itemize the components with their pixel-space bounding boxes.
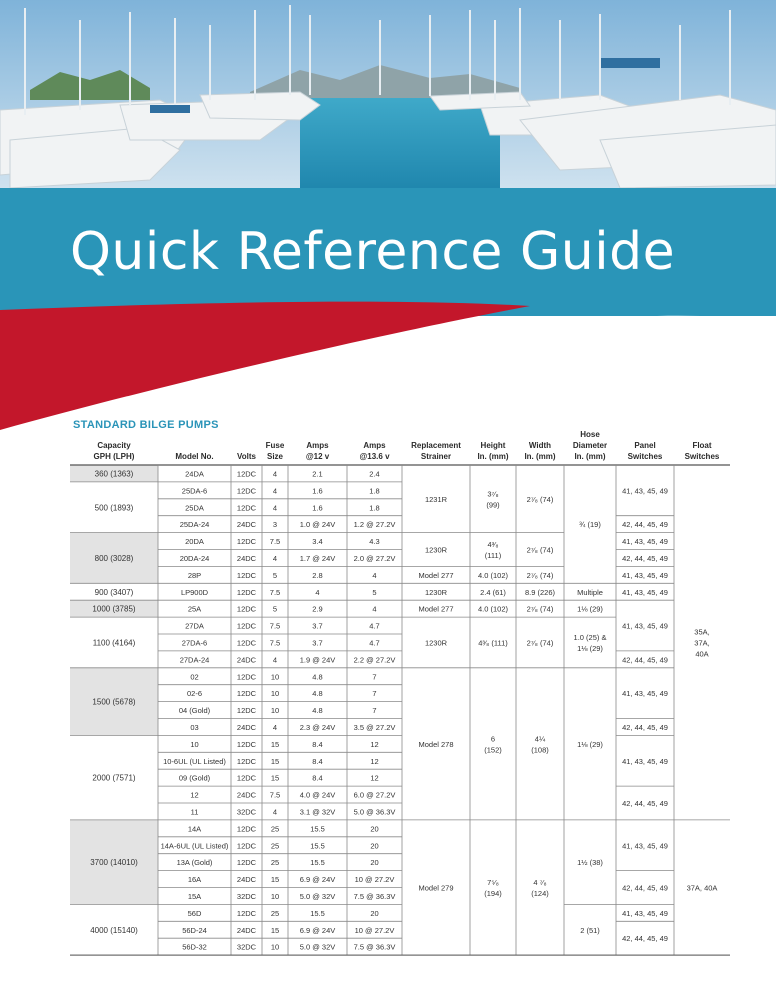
column-header: @13.6 v bbox=[359, 452, 390, 461]
column-header: Height bbox=[480, 441, 506, 450]
model-cell: 56D bbox=[187, 908, 202, 918]
volts-cell: 12DC bbox=[236, 908, 257, 918]
fuse-cell: 15 bbox=[270, 773, 280, 783]
fuse-cell: 7.5 bbox=[269, 587, 281, 597]
fuse-cell: 7.5 bbox=[269, 537, 281, 547]
capacity-label: 3700 (14010) bbox=[90, 858, 138, 868]
amps-13v-cell: 20 bbox=[370, 824, 379, 834]
volts-cell: 24DC bbox=[236, 875, 257, 885]
model-cell: 04 (Gold) bbox=[178, 706, 211, 716]
amps-12v-cell: 1.0 @ 24V bbox=[299, 520, 336, 530]
hose-cell: 2 (51) bbox=[580, 925, 600, 935]
volts-cell: 12DC bbox=[236, 824, 257, 834]
amps-12v-cell: 15.5 bbox=[310, 824, 325, 834]
volts-cell: 12DC bbox=[236, 503, 257, 513]
column-header: Float bbox=[692, 441, 712, 450]
strainer-cell: Model 277 bbox=[418, 570, 454, 580]
width-cell: 2⁷⁄₈ (74) bbox=[526, 570, 554, 580]
volts-cell: 24DC bbox=[236, 790, 257, 800]
float-switch-cell: 37A, bbox=[694, 638, 710, 648]
amps-13v-cell: 4.7 bbox=[369, 638, 380, 648]
model-cell: 27DA-6 bbox=[181, 638, 208, 648]
column-header: GPH (LPH) bbox=[93, 452, 135, 461]
volts-cell: 12DC bbox=[236, 638, 257, 648]
model-cell: 25DA bbox=[185, 503, 204, 513]
volts-cell: 12DC bbox=[236, 537, 257, 547]
amps-13v-cell: 7 bbox=[372, 689, 377, 699]
amps-13v-cell: 4 bbox=[372, 604, 377, 614]
amps-13v-cell: 2.2 @ 27.2V bbox=[353, 655, 396, 665]
column-header: Amps bbox=[363, 441, 386, 450]
fuse-cell: 10 bbox=[270, 706, 280, 716]
column-header: Width bbox=[528, 441, 552, 450]
amps-12v-cell: 4.0 @ 24V bbox=[299, 790, 336, 800]
model-cell: LP900D bbox=[180, 587, 209, 597]
model-cell: 12 bbox=[190, 790, 199, 800]
amps-12v-cell: 5.0 @ 32V bbox=[299, 942, 336, 952]
height-cell: 7⁵⁄₈ bbox=[487, 878, 499, 887]
fuse-cell: 5 bbox=[272, 604, 278, 614]
model-cell: 27DA-24 bbox=[179, 655, 210, 665]
hose-cell: ¾ (19) bbox=[579, 520, 601, 530]
column-header: Size bbox=[266, 452, 284, 461]
panel-switch-cell: 41, 43, 45, 49 bbox=[622, 570, 668, 580]
amps-12v-cell: 15.5 bbox=[310, 858, 325, 868]
amps-13v-cell: 20 bbox=[370, 858, 379, 868]
amps-13v-cell: 6.0 @ 27.2V bbox=[353, 790, 396, 800]
panel-switch-cell: 42, 44, 45, 49 bbox=[622, 553, 668, 563]
volts-cell: 12DC bbox=[236, 841, 257, 851]
volts-cell: 32DC bbox=[236, 891, 257, 901]
amps-12v-cell: 3.7 bbox=[312, 638, 323, 648]
strainer-cell: Model 278 bbox=[418, 739, 454, 749]
amps-13v-cell: 2.0 @ 27.2V bbox=[353, 553, 396, 563]
bilge-pump-table bbox=[70, 426, 730, 960]
amps-12v-cell: 3.1 @ 32V bbox=[299, 807, 336, 817]
volts-cell: 12DC bbox=[236, 621, 257, 631]
model-cell: 20DA bbox=[185, 537, 204, 547]
model-cell: 27DA bbox=[185, 621, 204, 631]
height-cell: (111) bbox=[484, 551, 502, 560]
column-header: Capacity bbox=[97, 441, 131, 450]
column-header: Panel bbox=[634, 441, 656, 450]
amps-12v-cell: 1.7 @ 24V bbox=[299, 553, 336, 563]
fuse-cell: 15 bbox=[270, 739, 280, 749]
amps-13v-cell: 2.4 bbox=[369, 469, 380, 479]
volts-cell: 12DC bbox=[236, 672, 257, 682]
model-cell: 14A-6UL (UL Listed) bbox=[160, 841, 229, 851]
fuse-cell: 10 bbox=[270, 672, 280, 682]
amps-12v-cell: 8.4 bbox=[312, 773, 323, 783]
hose-cell: 1⅛ (29) bbox=[577, 604, 603, 614]
model-cell: 02 bbox=[190, 672, 199, 682]
height-cell: 4.0 (102) bbox=[477, 570, 509, 580]
width-cell: 8.9 (226) bbox=[524, 587, 556, 597]
panel-switch-cell: 41, 43, 45, 49 bbox=[622, 841, 668, 851]
amps-12v-cell: 3.4 bbox=[312, 537, 323, 547]
amps-13v-cell: 20 bbox=[370, 841, 379, 851]
volts-cell: 24DC bbox=[236, 553, 257, 563]
amps-12v-cell: 2.9 bbox=[312, 604, 323, 614]
volts-cell: 24DC bbox=[236, 520, 257, 530]
amps-13v-cell: 4 bbox=[372, 570, 377, 580]
amps-13v-cell: 7.5 @ 36.3V bbox=[353, 942, 396, 952]
amps-12v-cell: 8.4 bbox=[312, 739, 323, 749]
fuse-cell: 4 bbox=[272, 807, 278, 817]
model-cell: 10 bbox=[190, 739, 199, 749]
panel-switch-cell: 41, 43, 45, 49 bbox=[622, 908, 668, 918]
fuse-cell: 4 bbox=[272, 655, 278, 665]
volts-cell: 24DC bbox=[236, 655, 257, 665]
hose-cell: 1⅛ (29) bbox=[577, 643, 603, 653]
amps-13v-cell: 10 @ 27.2V bbox=[354, 925, 395, 935]
column-header: In. (mm) bbox=[524, 452, 556, 461]
fuse-cell: 7.5 bbox=[269, 790, 281, 800]
amps-12v-cell: 1.6 bbox=[312, 503, 323, 513]
amps-12v-cell: 2.3 @ 24V bbox=[299, 722, 336, 732]
title-band bbox=[0, 180, 776, 440]
fuse-cell: 15 bbox=[270, 756, 280, 766]
amps-13v-cell: 5.0 @ 36.3V bbox=[353, 807, 396, 817]
amps-13v-cell: 1.8 bbox=[369, 486, 380, 496]
panel-switch-cell: 41, 43, 45, 49 bbox=[622, 621, 668, 631]
fuse-cell: 4 bbox=[272, 722, 278, 732]
strainer-cell: 1230R bbox=[424, 545, 448, 555]
width-cell: (108) bbox=[531, 745, 549, 755]
fuse-cell: 15 bbox=[270, 925, 280, 935]
width-cell: (124) bbox=[531, 889, 549, 898]
fuse-cell: 25 bbox=[270, 858, 280, 868]
amps-13v-cell: 3.5 @ 27.2V bbox=[353, 722, 396, 732]
capacity-label: 900 (3407) bbox=[94, 587, 134, 597]
amps-12v-cell: 6.9 @ 24V bbox=[299, 925, 336, 935]
fuse-cell: 10 bbox=[270, 891, 280, 901]
height-cell: 4³⁄₈ bbox=[487, 540, 499, 549]
amps-13v-cell: 1.2 @ 27.2V bbox=[353, 520, 396, 530]
amps-13v-cell: 7 bbox=[372, 706, 377, 716]
volts-cell: 12DC bbox=[236, 689, 257, 699]
amps-12v-cell: 8.4 bbox=[312, 756, 323, 766]
amps-13v-cell: 1.8 bbox=[369, 503, 380, 513]
height-cell: (99) bbox=[486, 500, 500, 510]
height-cell: (194) bbox=[484, 889, 502, 898]
red-swoosh bbox=[0, 302, 530, 430]
volts-cell: 12DC bbox=[236, 469, 257, 479]
model-cell: 03 bbox=[190, 722, 199, 732]
column-header: In. (mm) bbox=[477, 452, 509, 461]
volts-cell: 32DC bbox=[236, 942, 257, 952]
panel-switch-cell: 42, 44, 45, 49 bbox=[622, 799, 668, 808]
column-header: @12 v bbox=[305, 452, 330, 461]
height-cell: 4³⁄₈ (111) bbox=[478, 638, 508, 648]
section-title: STANDARD BILGE PUMPS bbox=[73, 419, 219, 431]
amps-13v-cell: 20 bbox=[370, 908, 379, 918]
amps-12v-cell: 5.0 @ 32V bbox=[299, 891, 336, 901]
amps-12v-cell: 4.8 bbox=[312, 689, 323, 699]
fuse-cell: 4 bbox=[272, 503, 278, 513]
capacity-label: 2000 (7571) bbox=[92, 773, 136, 783]
width-cell: 4 ⁷⁄₈ bbox=[533, 878, 547, 887]
fuse-cell: 15 bbox=[270, 875, 280, 885]
fuse-cell: 10 bbox=[270, 942, 280, 952]
capacity-label: 500 (1893) bbox=[94, 503, 134, 513]
model-cell: 11 bbox=[190, 807, 199, 817]
capacity-label: 1000 (3785) bbox=[92, 604, 136, 614]
column-header: Replacement bbox=[411, 441, 461, 450]
model-cell: 28P bbox=[187, 570, 202, 580]
model-cell: 14A bbox=[187, 824, 202, 834]
width-cell: 2⁷⁄₈ (74) bbox=[526, 638, 554, 648]
column-header: Volts bbox=[237, 452, 256, 461]
model-cell: 10-6UL (UL Listed) bbox=[163, 756, 226, 766]
fuse-cell: 25 bbox=[270, 908, 280, 918]
model-cell: 13A (Gold) bbox=[176, 858, 213, 868]
width-cell: 2⁷⁄₈ (74) bbox=[526, 494, 554, 504]
volts-cell: 12DC bbox=[236, 570, 257, 580]
volts-cell: 12DC bbox=[236, 604, 257, 614]
fuse-cell: 4 bbox=[272, 469, 278, 479]
amps-12v-cell: 3.7 bbox=[312, 621, 323, 631]
amps-12v-cell: 2.1 bbox=[312, 469, 323, 479]
amps-12v-cell: 4.8 bbox=[312, 706, 323, 716]
amps-13v-cell: 12 bbox=[370, 756, 379, 766]
model-cell: 20DA-24 bbox=[179, 553, 210, 563]
volts-cell: 12DC bbox=[236, 773, 257, 783]
amps-13v-cell: 5 bbox=[372, 587, 377, 597]
panel-switch-cell: 42, 44, 45, 49 bbox=[622, 520, 668, 530]
column-header: Diameter bbox=[572, 441, 608, 450]
height-cell: (152) bbox=[484, 745, 502, 755]
amps-12v-cell: 15.5 bbox=[310, 908, 325, 918]
hose-cell: Multiple bbox=[577, 587, 603, 597]
fuse-cell: 3 bbox=[272, 520, 278, 530]
panel-switch-cell: 42, 44, 45, 49 bbox=[622, 934, 668, 944]
volts-cell: 12DC bbox=[236, 739, 257, 749]
panel-switch-cell: 41, 43, 45, 49 bbox=[622, 756, 668, 766]
volts-cell: 12DC bbox=[236, 858, 257, 868]
width-cell: 2⁷⁄₈ (74) bbox=[526, 604, 554, 614]
amps-12v-cell: 4.8 bbox=[312, 672, 323, 682]
volts-cell: 32DC bbox=[236, 807, 257, 817]
float-switch-cell: 35A, bbox=[694, 627, 710, 637]
height-cell: 2.4 (61) bbox=[480, 587, 506, 597]
amps-12v-cell: 1.9 @ 24V bbox=[299, 655, 336, 665]
strainer-cell: Model 277 bbox=[418, 604, 454, 614]
volts-cell: 24DC bbox=[236, 925, 257, 935]
strainer-cell: 1230R bbox=[424, 587, 448, 597]
model-cell: 25A bbox=[187, 604, 202, 614]
model-cell: 16A bbox=[187, 875, 202, 885]
height-cell: 3⁷⁄₈ bbox=[487, 489, 499, 499]
amps-13v-cell: 7.5 @ 36.3V bbox=[353, 891, 396, 901]
amps-13v-cell: 7 bbox=[372, 672, 377, 682]
float-switch-cell: 37A, 40A bbox=[686, 883, 718, 893]
panel-switch-cell: 41, 43, 45, 49 bbox=[622, 537, 668, 547]
panel-switch-cell: 41, 43, 45, 49 bbox=[622, 587, 668, 597]
strainer-cell: 1231R bbox=[424, 494, 448, 504]
capacity-label: 1500 (5678) bbox=[92, 697, 136, 707]
capacity-label: 4000 (15140) bbox=[90, 925, 138, 935]
width-cell: 4¼ bbox=[534, 734, 546, 744]
float-switch-cell: 40A bbox=[695, 649, 709, 659]
fuse-cell: 4 bbox=[272, 486, 278, 496]
model-cell: 02-6 bbox=[186, 689, 203, 699]
volts-cell: 12DC bbox=[236, 587, 257, 597]
hose-cell: 1⅛ (29) bbox=[577, 739, 603, 749]
amps-13v-cell: 10 @ 27.2V bbox=[354, 875, 395, 885]
model-cell: 25DA-24 bbox=[179, 520, 210, 530]
fuse-cell: 10 bbox=[270, 689, 280, 699]
volts-cell: 12DC bbox=[236, 756, 257, 766]
column-header: Strainer bbox=[420, 452, 452, 461]
column-header: Switches bbox=[627, 452, 663, 461]
capacity-label: 1100 (4164) bbox=[92, 638, 136, 648]
amps-13v-cell: 4.3 bbox=[369, 537, 380, 547]
amps-13v-cell: 12 bbox=[370, 739, 379, 749]
model-cell: 56D-32 bbox=[182, 942, 207, 952]
panel-switch-cell: 41, 43, 45, 49 bbox=[622, 486, 668, 496]
model-cell: 24DA bbox=[185, 469, 204, 479]
panel-switch-cell: 42, 44, 45, 49 bbox=[622, 883, 668, 893]
fuse-cell: 25 bbox=[270, 841, 280, 851]
marina-photo bbox=[0, 0, 776, 190]
model-cell: 09 (Gold) bbox=[178, 773, 211, 783]
column-header: Model No. bbox=[175, 452, 214, 461]
column-header: Hose bbox=[580, 430, 600, 439]
width-cell: 2⁷⁄₈ (74) bbox=[526, 545, 554, 555]
model-cell: 15A bbox=[187, 891, 202, 901]
amps-12v-cell: 6.9 @ 24V bbox=[299, 875, 336, 885]
column-header: Amps bbox=[306, 441, 329, 450]
column-header: Switches bbox=[684, 452, 720, 461]
fuse-cell: 7.5 bbox=[269, 638, 281, 648]
fuse-cell: 7.5 bbox=[269, 621, 281, 631]
volts-cell: 12DC bbox=[236, 706, 257, 716]
fuse-cell: 25 bbox=[270, 824, 280, 834]
column-header: In. (mm) bbox=[574, 452, 606, 461]
amps-12v-cell: 4 bbox=[315, 587, 320, 597]
capacity-label: 800 (3028) bbox=[94, 553, 134, 563]
panel-switch-cell: 41, 43, 45, 49 bbox=[622, 689, 668, 699]
capacity-label: 360 (1363) bbox=[94, 469, 134, 479]
model-cell: 25DA-6 bbox=[181, 486, 208, 496]
amps-13v-cell: 12 bbox=[370, 773, 379, 783]
volts-cell: 24DC bbox=[236, 722, 257, 732]
hose-cell: 1.0 (25) & bbox=[573, 632, 607, 642]
strainer-cell: Model 279 bbox=[418, 883, 454, 893]
amps-12v-cell: 1.6 bbox=[312, 486, 323, 496]
hose-cell: 1½ (38) bbox=[577, 858, 603, 868]
column-header: Fuse bbox=[265, 441, 285, 450]
strainer-cell: 1230R bbox=[424, 638, 448, 648]
amps-12v-cell: 15.5 bbox=[310, 841, 325, 851]
panel-switch-cell: 42, 44, 45, 49 bbox=[622, 655, 668, 665]
guide-title: Quick Reference Guide bbox=[70, 222, 676, 282]
amps-13v-cell: 4.7 bbox=[369, 621, 380, 631]
panel-switch-cell: 42, 44, 45, 49 bbox=[622, 722, 668, 732]
amps-12v-cell: 2.8 bbox=[312, 570, 323, 580]
model-cell: 56D-24 bbox=[182, 925, 207, 935]
fuse-cell: 4 bbox=[272, 553, 278, 563]
height-cell: 4.0 (102) bbox=[477, 604, 509, 614]
fuse-cell: 5 bbox=[272, 570, 278, 580]
volts-cell: 12DC bbox=[236, 486, 257, 496]
height-cell: 6 bbox=[490, 734, 496, 744]
